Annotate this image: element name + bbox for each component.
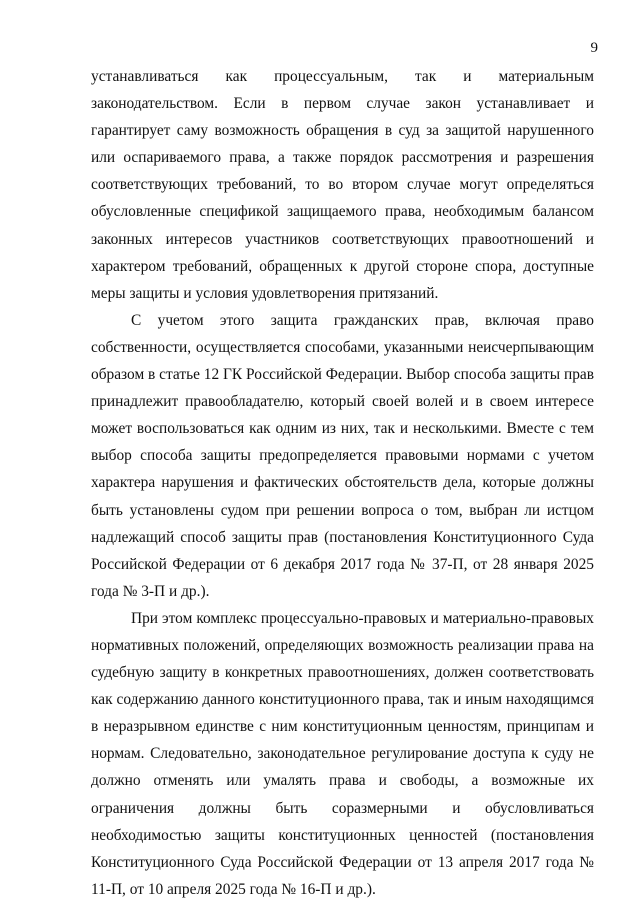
paragraph-continued: устанавливаться как процессуальным, так и материальным законодательством. Если в первом случае закон устанавливает и гарантирует саму возможность обращения в суд за защитой нарушенного или оспариваемого права, а также порядок рассмотрения и разрешения соответствующих требований, то во втором случае могут определяться обусловленные спецификой защищаемого права, необходимым балансом законных интересов участников соответствующих правоотношений и характером требований, обращенных к другой стороне спора, доступные меры защиты и условия удовлетворения притязаний. [91, 68, 594, 302]
page-number: 9 [590, 40, 598, 56]
paragraph: При этом комплекс процессуально-правовых и материально-правовых нормативных положений, определяющих возможность реализации права на судебную защиту в конкретных правоотношениях, должен соответствовать как содержанию данного конституционного права, так и иным находящимся в неразрывном единстве с ним конституционным ценностям, принципам и нормам. Следовательно, законодательное регулирование доступа к суду не должно отменять или умалять права и свободы, а возможные их ограничения должны быть соразмерными и обусловливаться необходимостью защиты конституционных ценностей (постановления Конституционного Суда Российской Федерации от 13 апреля 2017 года № 11-П, от 10 апреля 2025 года № 16-П и др.). [91, 609, 594, 898]
document-body [91, 63, 594, 903]
paragraph: С учетом этого защита гражданских прав, включая право собственности, осуществляется способами, указанными неисчерпывающим образом в статье 12 ГК Российской Федерации. Выбор способа защиты прав принадлежит правообладателю, который своей волей и в своем интересе может воспользоваться как одним из них, так и несколькими. Вместе с тем выбор способа защиты предопределяется правовыми нормами с учетом характера нарушения и фактических обстоятельств дела, которые должны быть установлены судом при решении вопроса о том, выбран ли истцом надлежащий способ защиты прав (постановления Конституционного Суда Российской Федерации от 6 декабря 2017 года № 37-П, от 28 января 2025 года № 3-П и др.). [91, 311, 594, 600]
